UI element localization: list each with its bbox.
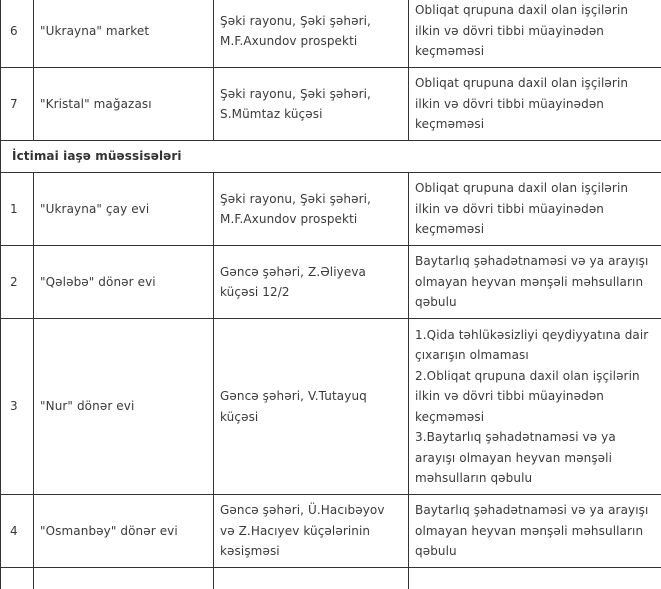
violation-line: keçməməsi (415, 44, 485, 59)
address-line: M.F.Axundov prospekti (220, 212, 358, 226)
violation-line: Baytarlıq şəhadətnaməsi və ya arayışı (415, 503, 649, 518)
section-title: İctimai iaşə müəssisələri (1, 141, 661, 173)
table-row (1, 568, 661, 589)
business-address (214, 0, 409, 68)
business-address (214, 68, 409, 141)
violation-line: keçməməsi (415, 222, 485, 237)
row-number: 2 (1, 246, 34, 319)
business-address (214, 568, 409, 589)
address-line: Şəki rayonu, Şəki şəhəri, (220, 191, 371, 206)
violation-line: 3.Baytarlıq şəhadətnaməsi və ya (415, 430, 616, 444)
business-address (214, 319, 409, 495)
address-line: Gəncə şəhəri, Z.Əliyeva (220, 264, 366, 279)
address-line: küçəsi (220, 409, 259, 424)
address-line: Şəki rayonu, Şəki şəhəri, (220, 13, 371, 28)
address-line: S.Mümtaz küçəsi (220, 107, 323, 121)
violation-line: Obliqat qrupuna daxil olan işçilərin (415, 76, 629, 91)
table-row (1, 319, 661, 495)
row-number: 4 (1, 495, 34, 568)
violation-line: olmayan heyvan mənşəli məhsulların (415, 523, 644, 538)
violation-line: keçməməsi (415, 117, 485, 132)
violation-line: Obliqat qrupuna daxil olan işçilərin (415, 181, 629, 196)
row-number: 7 (1, 68, 34, 141)
violation-line: çıxarışın olmaması (415, 348, 529, 362)
business-name: "Qələbə" dönər evi (34, 246, 214, 319)
address-line: Şəki rayonu, Şəki şəhəri, (220, 86, 371, 101)
business-address (214, 246, 409, 319)
business-name: "Osmanbəy" dönər evi (34, 495, 214, 568)
table-row (1, 246, 661, 319)
violation-line: məhsulların qəbulu (415, 471, 533, 485)
row-number: 6 (1, 0, 34, 68)
business-address (214, 173, 409, 246)
violation-description (409, 68, 661, 141)
business-name (34, 568, 214, 589)
business-name: "Ukrayna" market (34, 0, 214, 68)
business-name: "Ukrayna" çay evi (34, 173, 214, 246)
violation-line: Obliqat qrupuna daxil olan işçilərin (415, 3, 629, 18)
violation-line: 2.Obliqat qrupuna daxil olan işçilərin (415, 368, 640, 383)
address-line: Gəncə şəhəri, V.Tutayuq (220, 389, 367, 403)
table-row (1, 68, 661, 141)
violation-line: ilkin və dövri tibbi müayinədən (415, 23, 605, 38)
violation-line: Baytarlıq şəhadətnaməsi və ya arayışı (415, 254, 649, 269)
table-row (1, 0, 661, 68)
violation-line: 1.Qida təhlükəsizliyi qeydiyyatına dair (415, 327, 649, 342)
violation-line: keçməməsi (415, 409, 485, 424)
violation-line: ilkin və dövri tibbi müayinədən (415, 389, 605, 403)
row-number (1, 568, 34, 589)
row-number: 1 (1, 173, 34, 246)
violation-description (409, 319, 661, 495)
business-name: "Nur" dönər evi (34, 319, 214, 495)
table-row (1, 495, 661, 568)
violation-description (409, 495, 661, 568)
violation-line: arayışı olmayan heyvan mənşəli (415, 450, 613, 465)
violation-description (409, 0, 661, 68)
table-row (1, 173, 661, 246)
address-line: M.F.Axundov prospekti (220, 34, 358, 48)
address-line: Gəncə şəhəri, Ü.Hacıbəyov (220, 503, 385, 518)
violation-description (409, 568, 661, 589)
section-header-row (1, 141, 661, 173)
violation-description (409, 173, 661, 246)
violation-line: olmayan heyvan mənşəli məhsulların (415, 274, 644, 289)
violation-line: qəbulu (415, 544, 457, 559)
row-number: 3 (1, 319, 34, 495)
address-line: küçəsi 12/2 (220, 285, 290, 299)
address-line: və Z.Hacıyev küçələrinin (220, 523, 371, 538)
violation-line: ilkin və dövri tibbi müayinədən (415, 96, 605, 111)
violation-line: qəbulu (415, 295, 457, 310)
business-name: "Kristal" mağazası (34, 68, 214, 141)
violation-line: ilkin və dövri tibbi müayinədən (415, 201, 605, 216)
address-line: kəsişməsi (220, 544, 280, 559)
business-address (214, 495, 409, 568)
violation-description (409, 246, 661, 319)
